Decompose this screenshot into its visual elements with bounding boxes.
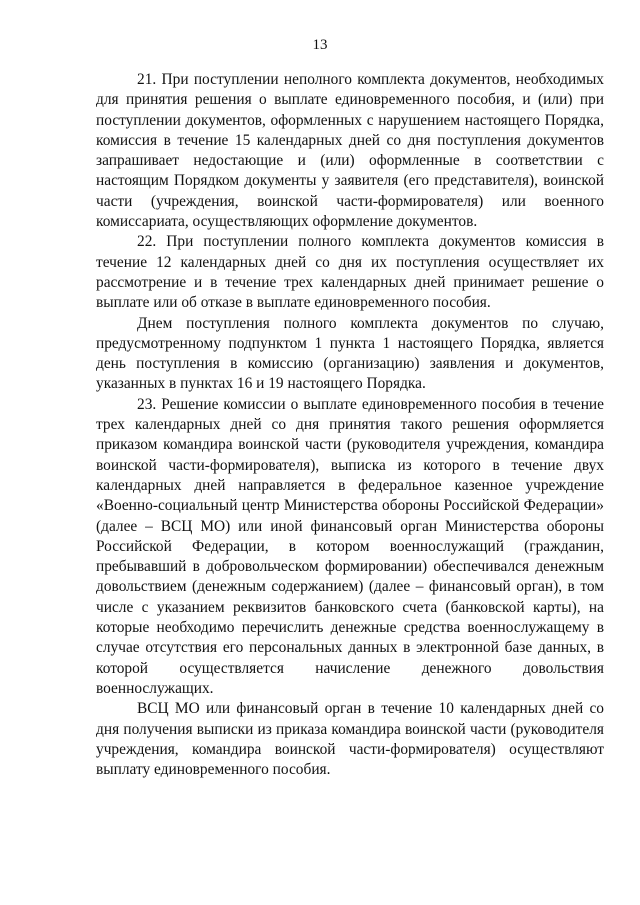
paragraph-23: 23. Решение комиссии о выплате единовременного пособия в течение трех календарных дней со дня принятия такого решения оформляется приказом командира воинской части (руководителя учреждения, командира воинской части-формирователя), выписка из которого в течение двух календарных дней направляется в федеральное казенное учреждение «Военно-социальный центр Министерства обороны Российской Федерации» (далее – ВСЦ МО) или иной финансовый орган Министерства обороны Российской Федерации, в котором военнослужащий (гражданин, пребывавший в добровольческом формировании) обеспечивался денежным довольствием (денежным содержанием) (далее – финансовый орган), в том числе с указанием реквизитов банковского счета (банковской карты), на которые необходимо перечислить денежные средства военнослужащему в случае отсутствия его персональных данных в электронной базе данных, в которой осуществляется начисление денежного довольствия военнослужащих. [96, 395, 604, 697]
paragraph-22-continuation: Днем поступления полного комплекта документов по случаю, предусмотренному подпунктом 1 пункта 1 настоящего Порядка, является день поступления в комиссию (организацию) заявления и документов, указанных в пунктах 16 и 19 настоящего Порядка. [96, 314, 604, 393]
paragraph-21: 21. При поступлении неполного комплекта документов, необходимых для принятия решения о выплате единовременного пособия, и (или) при поступлении документов, оформленных с нарушением настоящего Порядка, комиссия в течение 15 календарных дней со дня поступления документов запрашивает недостающие и (или) оформленные в соответствии с настоящим Порядком документы у заявителя (его представителя), воинской части (учреждения, воинской части-формирователя) или военного комиссариата, осуществляющих оформление документов. [96, 71, 604, 231]
page-number: 13 [312, 37, 328, 53]
document-body [96, 70, 604, 780]
paragraph-22: 22. При поступлении полного комплекта документов комиссия в течение 12 календарных дней со дня их поступления осуществляет их рассмотрение и в течение трех календарных дней принимает решение о выплате или об отказе в выплате единовременного пособия. [96, 233, 604, 312]
paragraph-23-continuation: ВСЦ МО или финансовый орган в течение 10 календарных дней со дня получения выписки из приказа командира воинской части (руководителя учреждения, командира воинской части-формирователя) осуществляют выплату единовременного пособия. [96, 700, 604, 779]
